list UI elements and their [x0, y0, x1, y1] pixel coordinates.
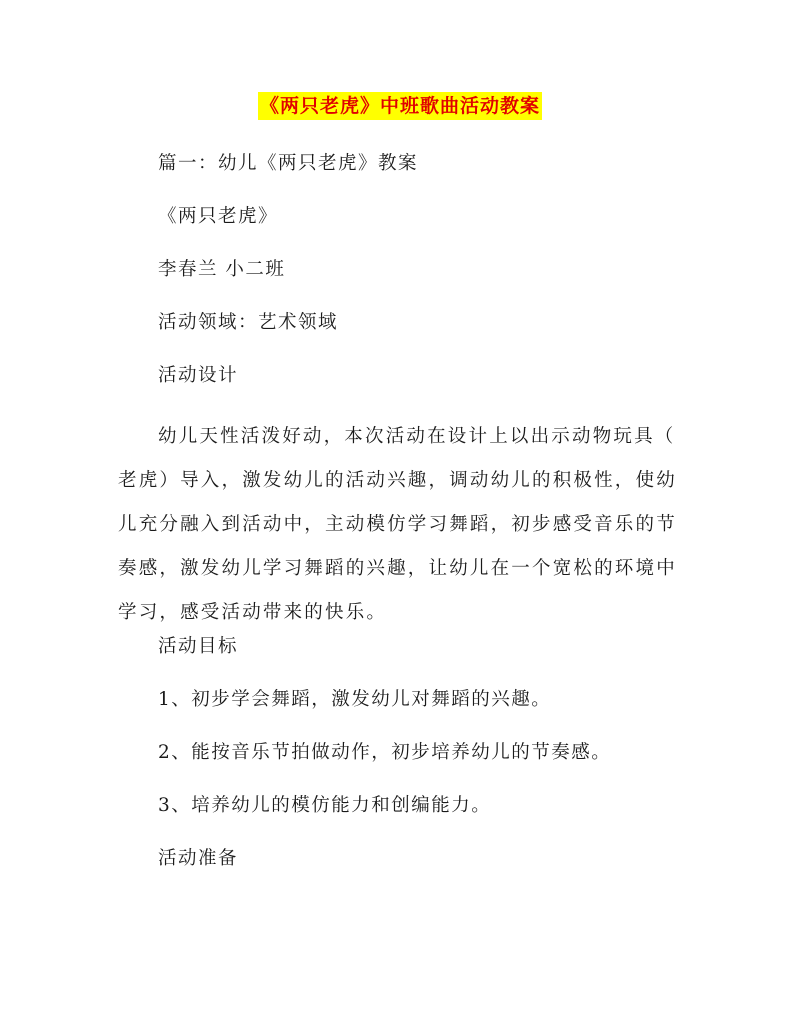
document-title: 《两只老虎》中班歌曲活动教案: [258, 92, 542, 120]
preparation-heading: 活动准备: [158, 848, 239, 869]
teacher-class: 李春兰 小二班: [158, 259, 286, 280]
song-title: 《两只老虎》: [158, 206, 279, 227]
section-heading: 篇一：幼儿《两只老虎》教案: [158, 153, 419, 174]
goal-item: 1、初步学会舞蹈，激发幼儿对舞蹈的兴趣。: [158, 689, 552, 710]
design-line: 儿充分融入到活动中，主动模仿学习舞蹈，初步感受音乐的节: [118, 514, 677, 535]
design-line: 幼儿天性活泼好动，本次活动在设计上以出示动物玩具（: [158, 426, 676, 447]
goals-heading: 活动目标: [158, 636, 239, 657]
design-heading: 活动设计: [158, 365, 239, 386]
goal-item: 2、能按音乐节拍做动作，初步培养幼儿的节奏感。: [158, 742, 612, 763]
design-line: 学习，感受活动带来的快乐。: [118, 602, 388, 623]
title-row: [0, 92, 800, 120]
activity-domain: 活动领域：艺术领域: [158, 312, 339, 333]
design-line: 奏感，激发幼儿学习舞蹈的兴趣，让幼儿在一个宽松的环境中: [118, 558, 677, 579]
design-line: 老虎）导入，激发幼儿的活动兴趣，调动幼儿的积极性，使幼: [118, 470, 677, 491]
design-paragraph: [118, 415, 690, 635]
goal-item: 3、培养幼儿的模仿能力和创编能力。: [158, 795, 492, 816]
